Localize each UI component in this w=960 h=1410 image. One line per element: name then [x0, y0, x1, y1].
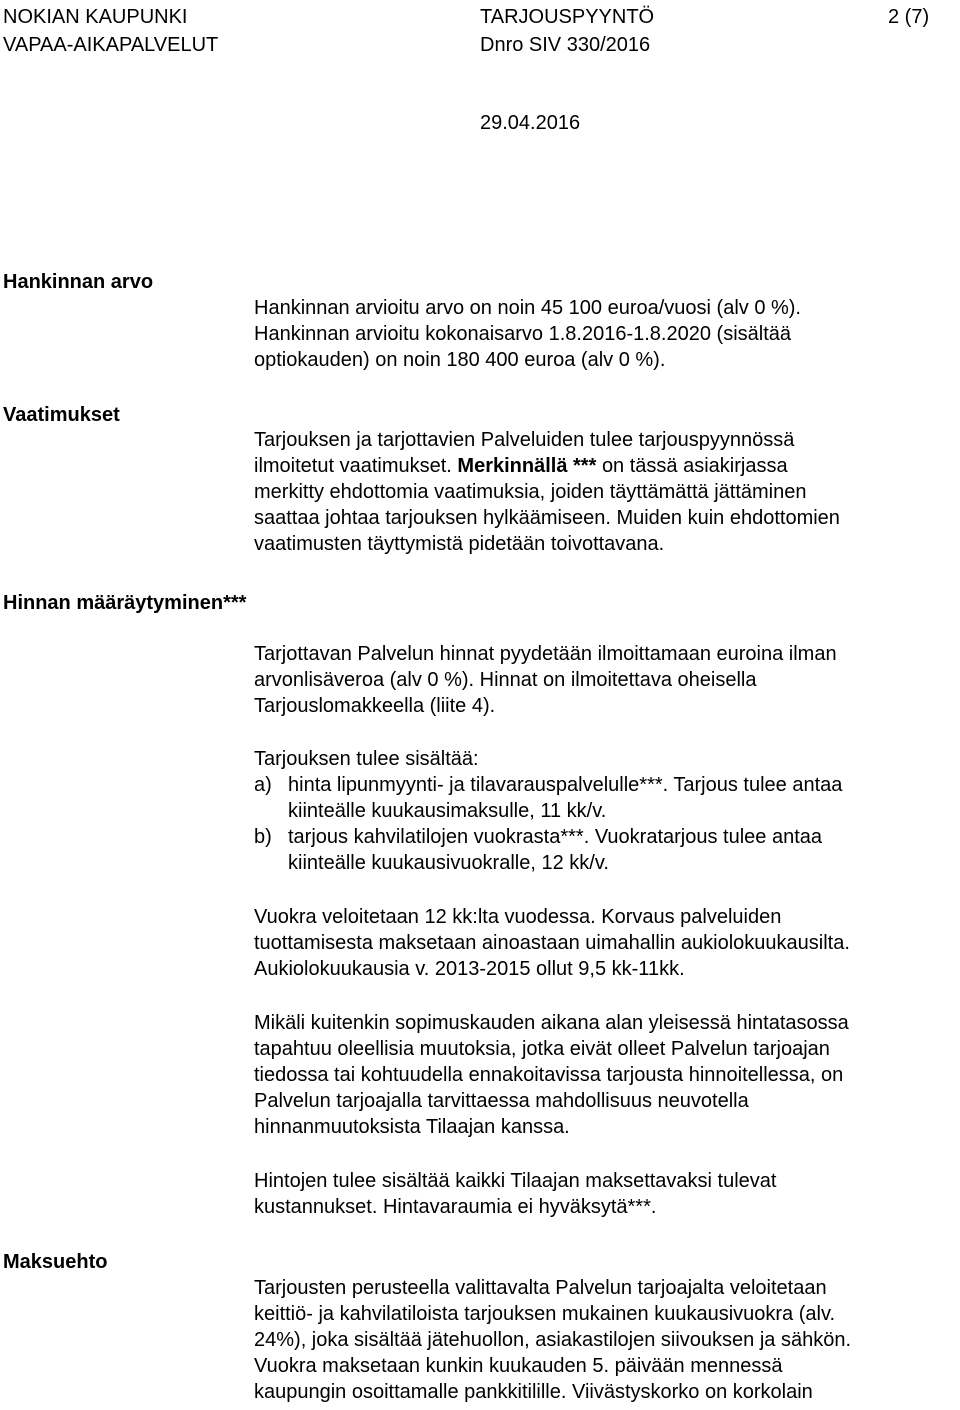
- text-line: Hintojen tulee sisältää kaikki Tilaajan maksettavaksi tulevat: [254, 1170, 777, 1192]
- text-line: vaatimusten täyttymistä pidetään toivottavana.: [254, 533, 665, 555]
- emphasis-text: Merkinnällä ***: [457, 455, 597, 477]
- text-line: Hankinnan arvioitu kokonaisarvo 1.8.2016-1.8.2020 (sisältää: [254, 323, 792, 345]
- text-line: keittiö- ja kahvilatiloista tarjouksen mukainen kuukausivuokra (alv.: [254, 1303, 836, 1325]
- text-line: hinnanmuutoksista Tilaajan kanssa.: [254, 1116, 570, 1138]
- text-line: kaupungin osoittamalle pankkitilille. Viivästyskorko on korkolain: [254, 1381, 813, 1403]
- hinnat-paragraph-3: [254, 1010, 849, 1140]
- list-marker: b): [254, 826, 272, 848]
- section-label-maksuehto: Maksuehto: [3, 1251, 108, 1273]
- text-line: saattaa johtaa tarjouksen hylkäämiseen. Muiden kuin ehdottomien: [254, 507, 840, 529]
- text-line: Tarjouslomakkeella (liite 4).: [254, 695, 496, 717]
- section-label-vaatimukset: Vaatimukset: [3, 404, 120, 426]
- list-marker: a): [254, 774, 272, 796]
- list-item-line: tarjous kahvilatilojen vuokrasta***. Vuokratarjous tulee antaa: [288, 826, 823, 848]
- list-item-line: kiinteälle kuukausimaksulle, 11 kk/v.: [288, 800, 607, 822]
- text-line: tuottamisesta maksetaan ainoastaan uimahallin aukiolokuukausilta.: [254, 932, 850, 954]
- hinnat-paragraph-4: [254, 1168, 776, 1220]
- text-line: 24%), joka sisältää jätehuollon, asiakastilojen siivouksen ja sähkön.: [254, 1329, 852, 1351]
- section-label-hankinnan-arvo: Hankinnan arvo: [3, 271, 154, 293]
- hankinnan-arvo-text: [254, 295, 801, 373]
- maksuehto-text: [254, 1275, 851, 1405]
- list-item: [254, 824, 842, 876]
- text-line: Vuokra veloitetaan 12 kk:lta vuodessa. Korvaus palveluiden: [254, 906, 782, 928]
- text-line: Palvelun tarjoajalla tarvittaessa mahdollisuus neuvotella: [254, 1090, 749, 1112]
- text-line: tapahtuu oleellisia muutoksia, jotka eivät olleet Palvelun tarjoajan: [254, 1038, 830, 1060]
- document-type: TARJOUSPYYNTÖ: [480, 6, 655, 28]
- text-line: tiedossa tai kohtuudella ennakoitavissa tarjousta hinnoitellessa, on: [254, 1064, 844, 1086]
- text-line: Tarjousten perusteella valittavalta Palvelun tarjoajalta veloitetaan: [254, 1277, 827, 1299]
- text-line: merkitty ehdottomia vaatimuksia, joiden täyttämättä jättäminen: [254, 481, 807, 503]
- text-line: Vuokra maksetaan kunkin kuukauden 5. päivään mennessä: [254, 1355, 783, 1377]
- text-line: kustannukset. Hintavaraumia ei hyväksytä***.: [254, 1196, 657, 1218]
- text-fragment: on tässä asiakirjassa: [601, 455, 788, 477]
- tarjous-list: [254, 746, 842, 876]
- list-item: [254, 772, 842, 824]
- text-line: Tarjottavan Palvelun hinnat pyydetään ilmoittamaan euroina ilman: [254, 643, 837, 665]
- text-line: optiokauden) on noin 180 400 euroa (alv 0 %).: [254, 349, 666, 371]
- vaatimukset-text: [254, 427, 840, 557]
- organization-name: NOKIAN KAUPUNKI: [3, 6, 188, 28]
- text-line: Aukiolokuukausia v. 2013-2015 ollut 9,5 kk-11kk.: [254, 958, 685, 980]
- text-line-mixed: [254, 453, 840, 479]
- list-item-line: hinta lipunmyynti- ja tilavarauspalvelulle***. Tarjous tulee antaa: [288, 774, 843, 796]
- text-line: arvonlisäveroa (alv 0 %). Hinnat on ilmoitettava oheisella: [254, 669, 757, 691]
- text-line: Hankinnan arvioitu arvo on noin 45 100 euroa/vuosi (alv 0 %).: [254, 297, 801, 319]
- text-fragment: ilmoitetut vaatimukset.: [254, 455, 452, 477]
- page-number: 2 (7): [888, 6, 930, 28]
- text-line: Mikäli kuitenkin sopimuskauden aikana alan yleisessä hintatasossa: [254, 1012, 849, 1034]
- document-date: 29.04.2016: [480, 112, 581, 134]
- text-line: Tarjouksen ja tarjottavien Palveluiden tulee tarjouspyynnössä: [254, 429, 795, 451]
- hinnat-paragraph-1: [254, 641, 837, 719]
- hinnat-paragraph-2: [254, 904, 850, 982]
- list-intro: Tarjouksen tulee sisältää:: [254, 748, 479, 770]
- department-name: VAPAA-AIKAPALVELUT: [3, 34, 219, 56]
- document-number: Dnro SIV 330/2016: [480, 34, 651, 56]
- section-label-hinnan-maaraytyminen: Hinnan määräytyminen***: [3, 592, 247, 614]
- list-item-line: kiinteälle kuukausivuokralle, 12 kk/v.: [288, 852, 609, 874]
